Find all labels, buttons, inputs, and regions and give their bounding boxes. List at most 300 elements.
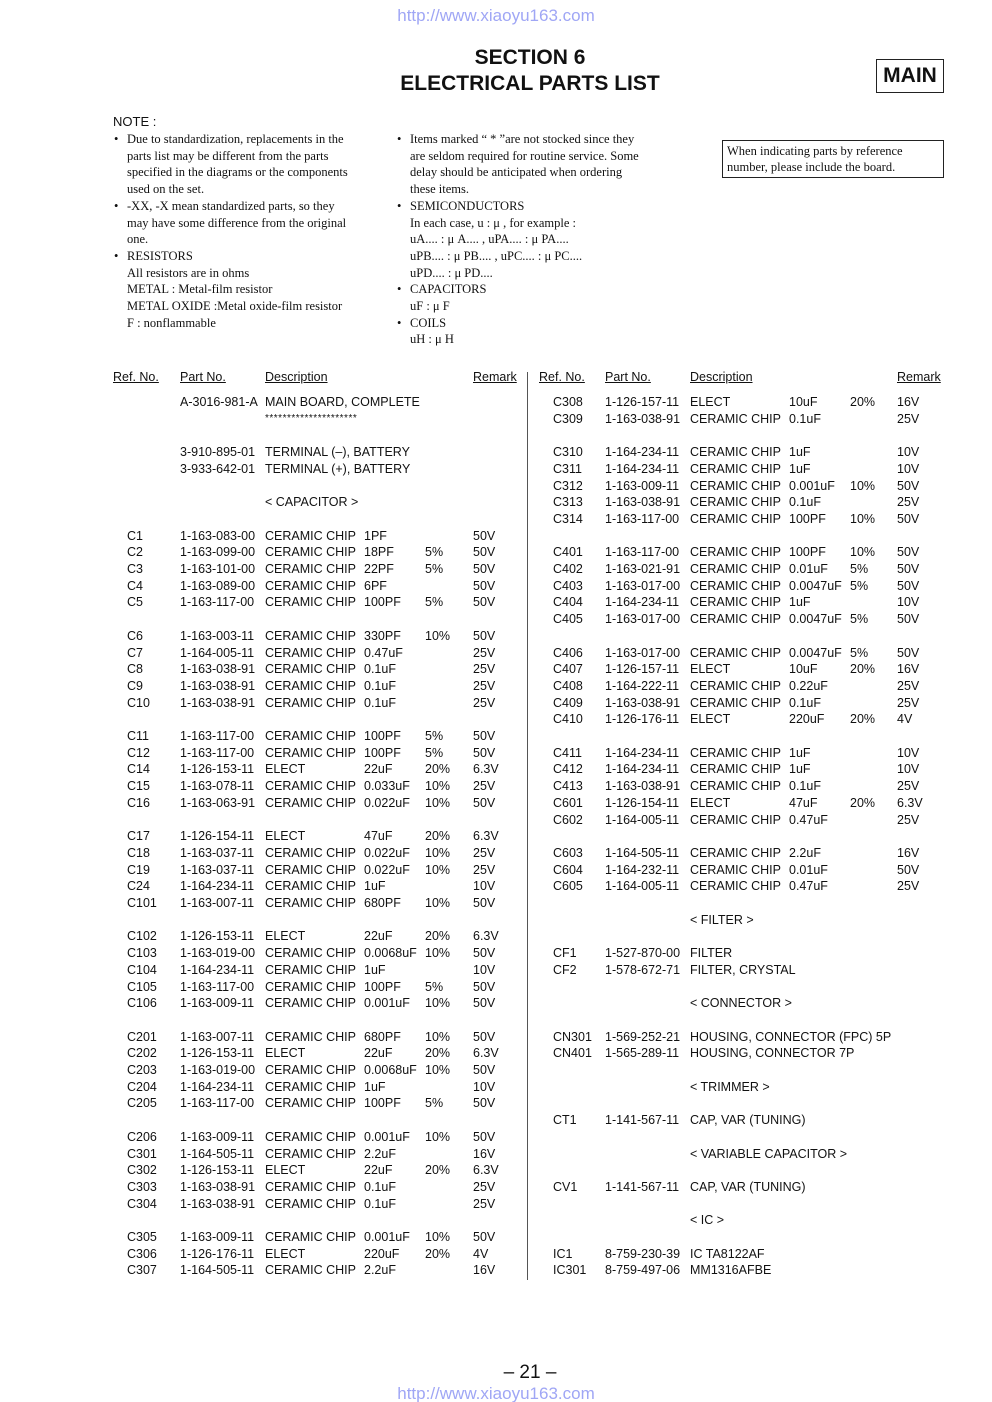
cell-ref-no: C309 [553, 411, 583, 426]
cell-tolerance: 10% [425, 996, 451, 1011]
cell-tolerance: 5% [425, 1096, 444, 1111]
cell-ref-no: C106 [127, 996, 157, 1011]
cell-remark: 4V [473, 1246, 489, 1261]
cell-part-no: 1-163-037-11 [180, 845, 255, 860]
cell-part-no: 1-163-117-00 [180, 595, 255, 610]
cell-description: CERAMIC CHIP [265, 678, 356, 693]
cell-remark: 50V [473, 795, 496, 810]
note-line: In each case, u : μ , for example : [410, 215, 577, 230]
cell-part-no: 1-163-099-00 [180, 545, 256, 560]
cell-tolerance: 20% [850, 395, 876, 409]
cell-ref-no: C311 [553, 461, 582, 476]
cell-part-no: 1-527-870-00 [605, 946, 681, 961]
footer-url-link[interactable]: http://www.xiaoyu163.com [397, 1384, 595, 1402]
cell-remark: 10V [897, 762, 920, 777]
note-line: specified in the diagrams or the components [127, 165, 348, 180]
cell-value: 1uF [789, 595, 811, 610]
cell-ref-no: C6 [127, 628, 143, 643]
cell-remark: 10V [897, 595, 920, 610]
header-description: Description [265, 370, 328, 384]
cell-value: 22uF [364, 1163, 393, 1178]
cell-ref-no: C405 [553, 612, 583, 627]
note-bullet-item: • SEMICONDUCTORS [397, 198, 687, 215]
cell-description: ELECT [690, 662, 731, 677]
cell-value: 220uF [789, 712, 825, 727]
cell-value: 100PF [789, 545, 826, 560]
cell-ref-no: C411 [553, 745, 582, 760]
cell-part-no: 1-164-234-11 [605, 745, 680, 760]
cell-ref-no: C202 [127, 1046, 157, 1061]
cell-value: 1uF [789, 461, 811, 476]
cell-description: CERAMIC CHIP [690, 595, 781, 610]
cell-part-no: 1-163-003-11 [180, 628, 255, 643]
cell-remark: 6.3V [473, 829, 499, 844]
cell-part-no: 1-126-176-11 [605, 712, 680, 727]
board-badge: MAIN [876, 59, 944, 93]
cell-tolerance: 10% [425, 1063, 451, 1077]
cell-ref-no: C605 [553, 879, 583, 894]
cell-value: 2.2uF [364, 1263, 396, 1278]
cell-value: 1uF [364, 1079, 386, 1094]
cell-tolerance: 20% [425, 762, 451, 777]
cell-remark: 10V [897, 445, 920, 460]
cell-remark: 25V [473, 678, 496, 693]
cell-part-no: 1-164-005-11 [605, 879, 680, 894]
cell-remark: 50V [473, 979, 496, 994]
cell-part-no: 1-163-009-11 [180, 1129, 255, 1144]
cell-remark: 16V [897, 395, 920, 409]
cell-part-no: 1-126-154-11 [605, 795, 680, 810]
header-ref-no: Ref. No. [113, 370, 159, 384]
cell-part-no: 1-164-234-11 [180, 1079, 255, 1094]
cell-part-no: 1-126-153-11 [180, 1163, 255, 1178]
cell-tolerance: 5% [850, 562, 869, 576]
cell-part-no: 1-164-234-11 [605, 461, 680, 476]
cell-part-no: 1-163-038-91 [180, 1196, 256, 1211]
cell-ref-no: C601 [553, 795, 583, 810]
cell-part-no: 1-163-017-00 [605, 578, 681, 593]
cell-value: 2.2uF [364, 1146, 396, 1161]
cell-ref-no: C15 [127, 779, 150, 794]
cell-ref-no: C24 [127, 879, 150, 894]
cell-remark: 6.3V [473, 929, 499, 944]
cell-tolerance: 10% [425, 845, 451, 860]
cell-remark: 25V [473, 1196, 496, 1211]
cell-value: 22uF [364, 1046, 393, 1061]
cell-tolerance: 10% [425, 628, 451, 643]
cell-part-no: 1-163-083-00 [180, 528, 256, 543]
cell-ref-no: C16 [127, 795, 150, 810]
cell-remark: 25V [897, 678, 920, 693]
notes-column-1 [114, 131, 384, 331]
cell-description: CERAMIC CHIP [690, 862, 781, 877]
cell-remark: 50V [897, 478, 920, 493]
cell-description: MM1316AFBE [690, 1263, 772, 1278]
cell-description: TERMINAL (+), BATTERY [265, 461, 411, 476]
cell-part-no: 1-163-117-00 [605, 511, 680, 526]
note-line: uPB.... : μ PB.... , uPC.... : μ PC.... [410, 248, 583, 263]
cell-value: 0.1uF [364, 1179, 396, 1194]
cell-value: 0.1uF [789, 495, 821, 510]
cell-description: CERAMIC CHIP [690, 495, 781, 510]
cell-value: 0.0068uF [364, 1063, 417, 1077]
cell-remark: 25V [473, 845, 496, 860]
cell-value: 0.001uF [789, 478, 835, 493]
cell-remark: 25V [473, 1179, 496, 1194]
cell-description: CERAMIC CHIP [690, 545, 781, 560]
cell-value: 0.022uF [364, 795, 410, 810]
cell-part-no: 1-164-505-11 [180, 1263, 255, 1278]
cell-value: 22uF [364, 762, 393, 777]
section-heading-label: < TRIMMER > [690, 1079, 770, 1094]
cell-value: 100PF [364, 979, 401, 994]
cell-description: CERAMIC CHIP [265, 729, 356, 743]
cell-ref-no: C313 [553, 495, 583, 510]
cell-part-no: 1-163-117-00 [180, 745, 255, 760]
header-description-right: Description [690, 370, 753, 384]
cell-description: CERAMIC CHIP [265, 996, 356, 1011]
cell-description: CERAMIC CHIP [265, 979, 356, 994]
cell-ref-no: C404 [553, 595, 583, 610]
cell-description: CERAMIC CHIP [265, 595, 356, 610]
cell-value: 0.47uF [789, 812, 828, 827]
section-heading-label: < CAPACITOR > [265, 495, 359, 510]
cell-part-no: 1-126-153-11 [180, 1046, 255, 1061]
cell-description: ELECT [690, 712, 731, 727]
cell-value: 0.022uF [364, 862, 410, 877]
cell-ref-no: C408 [553, 678, 583, 693]
note-bullet-item: • Due to standardization, replacements in the [114, 131, 384, 148]
cell-description: CERAMIC CHIP [265, 1196, 356, 1211]
cell-description: CERAMIC CHIP [265, 1029, 356, 1044]
cell-ref-no: C11 [127, 729, 150, 743]
cell-description: CERAMIC CHIP [690, 678, 781, 693]
header-part-no-right: Part No. [605, 370, 651, 384]
cell-tolerance: 10% [425, 1230, 451, 1244]
cell-ref-no: C406 [553, 645, 583, 660]
cell-part-no: 1-163-019-00 [180, 1063, 256, 1077]
cell-ref-no: C103 [127, 946, 157, 961]
cell-remark: 25V [897, 695, 920, 710]
cell-value: 1uF [789, 762, 811, 777]
cell-part-no: 1-163-038-91 [180, 678, 256, 693]
cell-ref-no: C206 [127, 1129, 157, 1144]
cell-tolerance: 5% [425, 545, 444, 560]
cell-ref-no: C18 [127, 845, 150, 860]
cell-tolerance: 5% [425, 595, 444, 610]
cell-ref-no: C105 [127, 979, 157, 994]
cell-part-no: 1-163-017-00 [605, 645, 681, 660]
cell-description: ELECT [690, 395, 731, 409]
cell-tolerance: 5% [425, 979, 444, 994]
cell-value: 6PF [364, 578, 387, 593]
cell-description: CERAMIC CHIP [265, 1129, 356, 1144]
cell-part-no: 1-163-038-91 [180, 695, 256, 710]
cell-remark: 50V [473, 1063, 496, 1077]
cell-ref-no: C403 [553, 578, 583, 593]
cell-value: 0.1uF [364, 662, 396, 677]
cell-description: CERAMIC CHIP [265, 562, 356, 576]
cell-value: 0.22uF [789, 678, 828, 693]
note-bullet-item: • RESISTORS [114, 248, 384, 265]
cell-part-no: 1-163-117-00 [180, 1096, 255, 1111]
cell-remark: 16V [897, 662, 920, 677]
cell-description: CERAMIC CHIP [265, 628, 356, 643]
cell-description: IC TA8122AF [690, 1246, 765, 1261]
cell-ref-no: C307 [127, 1263, 157, 1278]
note-bullet-item: • CAPACITORS [397, 281, 687, 298]
cell-part-no: 1-126-176-11 [180, 1246, 255, 1261]
cell-remark: 25V [897, 879, 920, 894]
cell-ref-no: C412 [553, 762, 583, 777]
cell-ref-no: C204 [127, 1079, 157, 1094]
cell-tolerance: 10% [850, 545, 876, 560]
cell-part-no: 1-163-117-00 [180, 729, 255, 743]
cell-tolerance: 5% [850, 612, 869, 627]
cell-tolerance: 20% [425, 929, 451, 944]
cell-remark: 25V [897, 495, 920, 510]
section-heading-label: < FILTER > [690, 912, 754, 927]
cell-description: CERAMIC CHIP [690, 612, 781, 627]
cell-tolerance: 20% [425, 1046, 451, 1061]
cell-ref-no: C19 [127, 862, 150, 877]
cell-value: 2.2uF [789, 845, 821, 860]
cell-ref-no: C407 [553, 662, 583, 677]
cell-description: CERAMIC CHIP [265, 528, 356, 543]
cell-ref-no: C604 [553, 862, 583, 877]
cell-value: 330PF [364, 628, 401, 643]
cell-description: CERAMIC CHIP [265, 795, 356, 810]
cell-value: 1uF [789, 445, 811, 460]
cell-part-no: 1-163-017-00 [605, 612, 681, 627]
cell-part-no: 1-163-038-91 [180, 1179, 256, 1194]
cell-remark: 25V [897, 812, 920, 827]
cell-part-no: 1-164-222-11 [605, 678, 680, 693]
cell-part-no: 1-569-252-21 [605, 1029, 681, 1044]
cell-remark: 50V [473, 729, 496, 743]
cell-remark: 6.3V [473, 762, 499, 777]
cell-tolerance: 20% [850, 662, 876, 677]
cell-ref-no: IC301 [553, 1263, 587, 1278]
cell-ref-no: C4 [127, 578, 143, 593]
cell-value: 22PF [364, 562, 394, 576]
cell-remark: 10V [473, 879, 496, 894]
cell-value: 0.1uF [364, 695, 396, 710]
cell-description: ELECT [265, 929, 306, 944]
section-title: SECTION 6 [474, 46, 586, 69]
cell-ref-no: C9 [127, 678, 143, 693]
cell-part-no: 1-163-101-00 [180, 562, 256, 576]
cell-tolerance: 10% [425, 1129, 451, 1144]
cell-part-no: 1-164-234-11 [605, 445, 680, 460]
cell-part-no: 1-164-234-11 [605, 762, 680, 777]
note-line: uF : μ F [410, 299, 450, 314]
cell-part-no: 1-126-157-11 [605, 395, 680, 409]
cell-tolerance: 10% [425, 862, 451, 877]
header-remark: Remark [473, 370, 517, 384]
cell-remark: 10V [473, 962, 496, 977]
note-line: uPD.... : μ PD.... [410, 265, 493, 280]
cell-tolerance: 5% [425, 745, 444, 760]
cell-remark: 50V [473, 946, 496, 961]
cell-value: 1PF [364, 528, 387, 543]
cell-tolerance: 20% [425, 1163, 451, 1178]
cell-description: CERAMIC CHIP [265, 545, 356, 560]
cell-description: CERAMIC CHIP [265, 1146, 356, 1161]
cell-ref-no: C409 [553, 695, 583, 710]
cell-part-no: 1-164-234-11 [180, 962, 255, 977]
cell-part-no: 1-164-232-11 [605, 862, 680, 877]
cell-ref-no: CF1 [553, 946, 577, 961]
cell-part-no: 1-163-021-91 [605, 562, 681, 576]
cell-ref-no: C410 [553, 712, 583, 727]
cell-remark: 16V [473, 1146, 496, 1161]
cell-description: CERAMIC CHIP [265, 879, 356, 894]
cell-description: HOUSING, CONNECTOR 7P [690, 1046, 855, 1061]
cell-description: CERAMIC CHIP [690, 562, 781, 576]
cell-value: 0.0068uF [364, 946, 417, 961]
cell-tolerance: 10% [425, 946, 451, 961]
cell-remark: 50V [473, 896, 496, 910]
cell-ref-no: C203 [127, 1063, 157, 1077]
header-ref-no-right: Ref. No. [539, 370, 585, 384]
cell-remark: 10V [897, 461, 920, 476]
cell-part-no: 1-163-117-00 [605, 545, 680, 560]
section-heading-label: < VARIABLE CAPACITOR > [690, 1146, 848, 1161]
cell-description: ELECT [265, 829, 306, 844]
cell-part-no: 1-164-005-11 [605, 812, 680, 827]
cell-ref-no: CN401 [553, 1046, 592, 1061]
cell-tolerance: 10% [850, 478, 876, 493]
section-heading-label: < IC > [690, 1213, 725, 1228]
cell-description: CERAMIC CHIP [265, 695, 356, 710]
cell-value: 0.47uF [789, 879, 828, 894]
cell-description: CERAMIC CHIP [690, 745, 781, 760]
cell-value: 18PF [364, 545, 394, 560]
cell-description: CERAMIC CHIP [265, 645, 356, 660]
cell-description: CAP, VAR (TUNING) [690, 1179, 806, 1194]
cell-ref-no: CV1 [553, 1179, 578, 1194]
note-line: All resistors are in ohms [127, 265, 250, 280]
cell-remark: 50V [473, 1230, 496, 1244]
cell-part-no: 1-163-009-11 [605, 478, 680, 493]
cell-ref-no: CF2 [553, 962, 577, 977]
cell-description: CERAMIC CHIP [265, 1179, 356, 1194]
cell-part-no: 1-163-117-00 [180, 979, 255, 994]
cell-ref-no: C402 [553, 562, 583, 576]
cell-description: CERAMIC CHIP [265, 946, 356, 961]
cell-value: 0.1uF [364, 1196, 396, 1211]
cell-description: CERAMIC CHIP [265, 896, 356, 910]
cell-description: CERAMIC CHIP [265, 745, 356, 760]
cell-ref-no: C2 [127, 545, 143, 560]
cell-ref-no: C104 [127, 962, 157, 977]
cell-value: 0.1uF [789, 695, 821, 710]
cell-remark: 25V [897, 411, 920, 426]
cell-value: 1uF [364, 879, 386, 894]
cell-remark: 16V [897, 845, 920, 860]
header-part-no: Part No. [180, 370, 226, 384]
cell-tolerance: 5% [425, 562, 444, 576]
cell-value: 22uF [364, 929, 393, 944]
cell-description: CERAMIC CHIP [690, 762, 781, 777]
cell-part-no: 1-126-154-11 [180, 829, 255, 844]
cell-remark: 4V [897, 712, 913, 727]
cell-ref-no: C3 [127, 562, 143, 576]
note-line: used on the set. [127, 182, 205, 197]
cell-ref-no: IC1 [553, 1246, 573, 1261]
column-divider [527, 372, 528, 1280]
cell-value: 680PF [364, 896, 401, 910]
cell-description: FILTER [690, 946, 733, 961]
note-line: METAL : Metal-film resistor [127, 282, 273, 297]
cell-ref-no: C301 [127, 1146, 157, 1161]
cell-tolerance: 10% [425, 1029, 451, 1044]
cell-ref-no: C12 [127, 745, 150, 760]
cell-part-no: 1-163-038-91 [605, 495, 681, 510]
cell-description: CERAMIC CHIP [690, 695, 781, 710]
cell-remark: 6.3V [473, 1046, 499, 1061]
header-url-link[interactable]: http://www.xiaoyu163.com [397, 6, 595, 25]
cell-part-no: 1-163-089-00 [180, 578, 256, 593]
cell-ref-no: CN301 [553, 1029, 592, 1044]
note-label: NOTE : [113, 114, 157, 129]
cell-ref-no: CT1 [553, 1113, 577, 1128]
cell-ref-no: C304 [127, 1196, 157, 1211]
cell-description: CERAMIC CHIP [690, 461, 781, 476]
note-bullet-item: • Items marked “ * ”are not stocked since they [397, 131, 687, 148]
cell-value: 100PF [789, 511, 826, 526]
section-heading-label: < CONNECTOR > [690, 996, 792, 1011]
cell-description: HOUSING, CONNECTOR (FPC) 5P [690, 1029, 892, 1044]
cell-description: ELECT [265, 762, 306, 777]
cell-ref-no: C201 [127, 1029, 157, 1044]
cell-part-no: 1-163-037-11 [180, 862, 255, 877]
cell-description: CERAMIC CHIP [690, 845, 781, 860]
cell-value: 10uF [789, 662, 818, 677]
note-line: uH : μ H [410, 332, 454, 347]
cell-remark: 50V [473, 1029, 496, 1044]
cell-remark: 25V [473, 662, 496, 677]
cell-description: CERAMIC CHIP [690, 511, 781, 526]
cell-remark: 50V [473, 996, 496, 1011]
cell-remark: 50V [473, 1129, 496, 1144]
note-line: F : nonflammable [127, 315, 216, 330]
cell-ref-no: C306 [127, 1246, 157, 1261]
cell-ref-no: C10 [127, 695, 150, 710]
cell-tolerance: 20% [850, 712, 876, 727]
cell-ref-no: C102 [127, 929, 157, 944]
cell-ref-no: C7 [127, 645, 143, 660]
cell-value: 0.01uF [789, 562, 828, 576]
cell-part-no: 3-933-642-01 [180, 461, 256, 476]
cell-remark: 25V [897, 779, 920, 794]
cell-value: 0.47uF [364, 645, 403, 660]
cell-tolerance: 10% [850, 511, 876, 526]
cell-description: ELECT [265, 1246, 306, 1261]
cell-remark: 50V [473, 578, 496, 593]
cell-part-no: 1-163-078-11 [180, 779, 255, 794]
cell-part-no: 1-164-005-11 [180, 645, 255, 660]
cell-ref-no: C303 [127, 1179, 157, 1194]
cell-description: FILTER, CRYSTAL [690, 962, 796, 977]
cell-value: 220uF [364, 1246, 400, 1261]
header-remark-right: Remark [897, 370, 941, 384]
cell-description: CERAMIC CHIP [265, 578, 356, 593]
cell-description: CERAMIC CHIP [265, 962, 356, 977]
cell-ref-no: C401 [553, 545, 583, 560]
cell-part-no: 1-163-007-11 [180, 896, 255, 910]
